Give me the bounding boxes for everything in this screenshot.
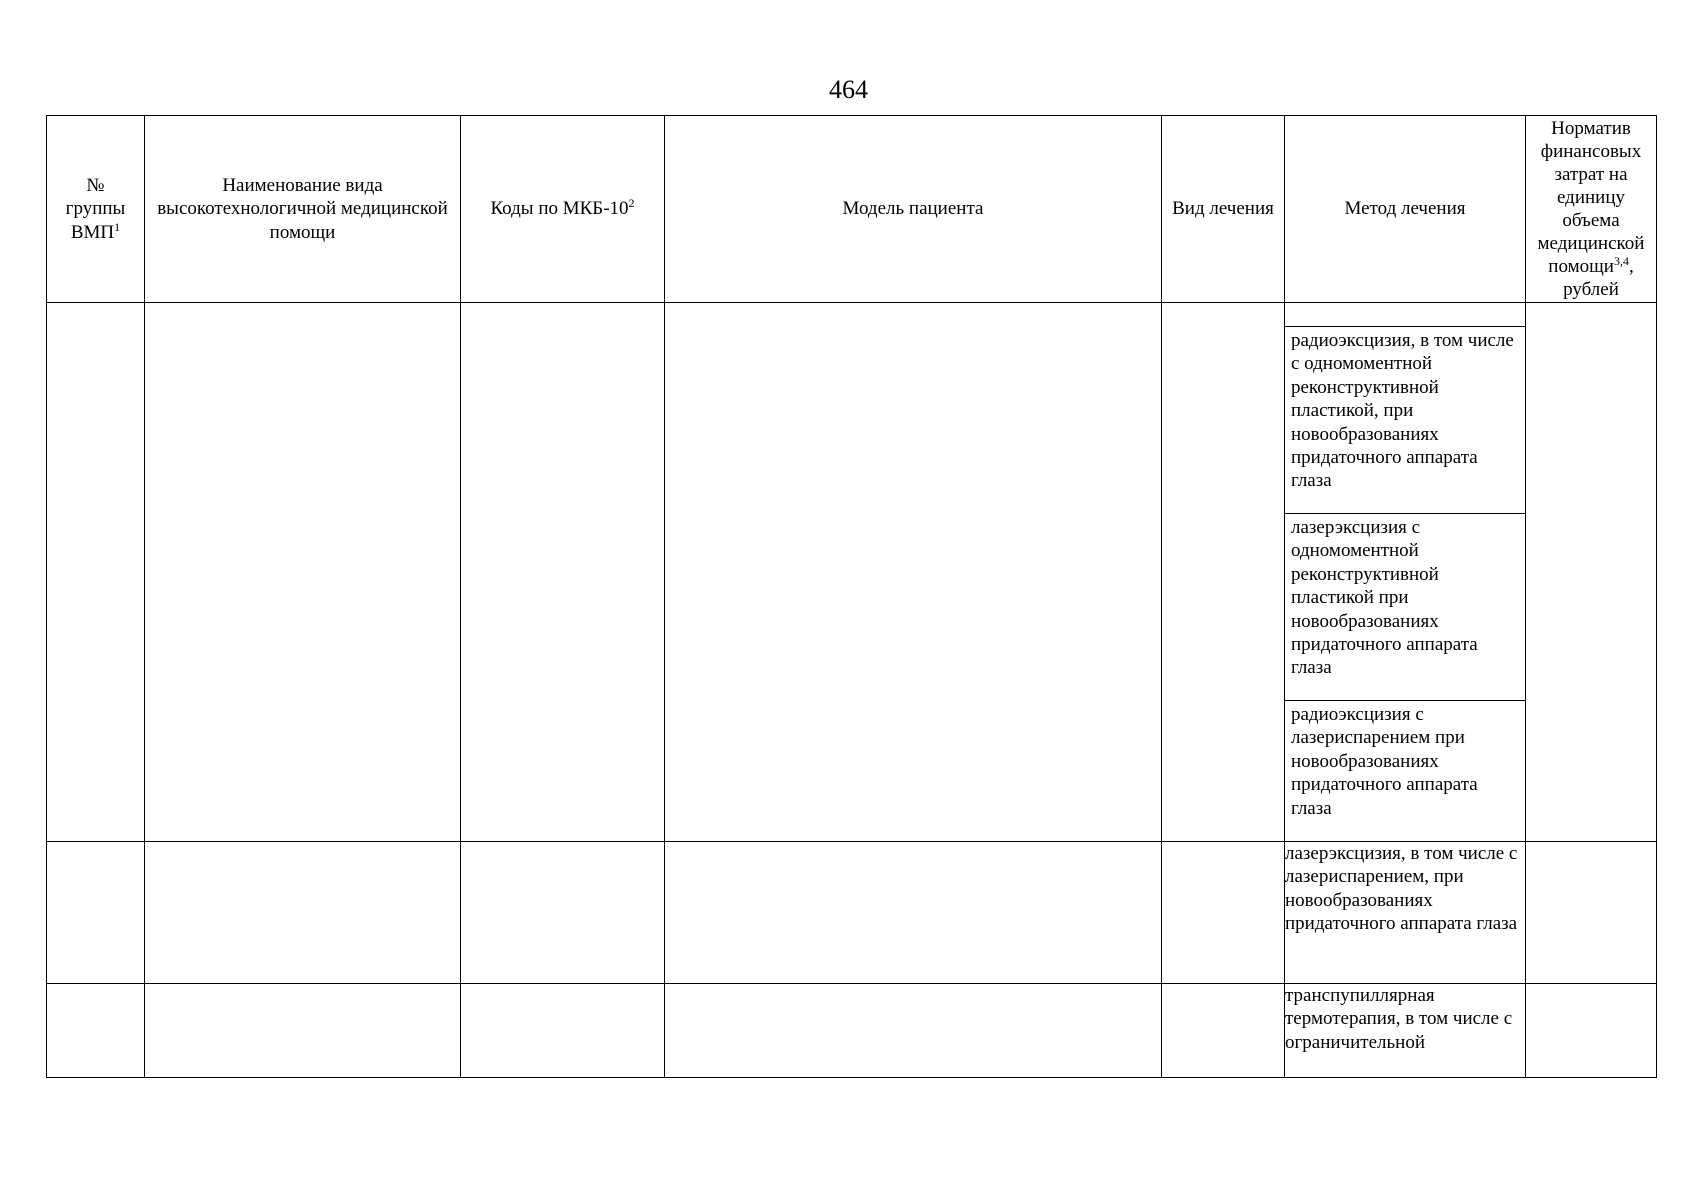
method-item (1285, 303, 1525, 327)
header-model: Модель пациента (665, 116, 1162, 303)
cell-treatment-type (1162, 984, 1285, 1078)
header-name: Наименование вида высокотехнологичной медицинской помощи (145, 116, 461, 303)
cell-treatment-type (1162, 842, 1285, 984)
cell-group-no (47, 303, 145, 842)
cell-codes (461, 303, 665, 842)
cell-codes (461, 842, 665, 984)
table-row (47, 984, 1657, 1078)
cell-name (145, 303, 461, 842)
cell-method: лазерэксцизия, в том числе с лазериспарением, при новообразованиях придаточного аппарата глаза (1285, 842, 1526, 984)
page-number: 464 (829, 75, 868, 104)
cell-norm (1526, 303, 1657, 842)
cell-method (1285, 303, 1526, 842)
table-row (47, 303, 1657, 842)
cell-name (145, 842, 461, 984)
header-codes: Коды по МКБ-$10^2$ (461, 116, 665, 303)
header-norm: Норматив финансовых затрат на единицу объема медицинской помощи$^{3,4}$, рублей (1526, 116, 1657, 303)
cell-name (145, 984, 461, 1078)
cell-model (665, 842, 1162, 984)
header-row (47, 116, 1657, 303)
vmp-table (46, 115, 1657, 1078)
cell-method: транспупиллярная термотерапия, в том числе с ограничительной (1285, 984, 1526, 1078)
header-treatment-type: Вид лечения (1162, 116, 1285, 303)
method-item: радиоэксцизия, в том числе с одномоментной реконструктивной пластикой, при новообразованиях придаточного аппарата глаза (1285, 327, 1525, 514)
header-method: Метод лечения (1285, 116, 1526, 303)
method-item: радиоэксцизия с лазериспарением при новообразованиях придаточного аппарата глаза (1291, 704, 1478, 819)
cell-treatment-type (1162, 303, 1285, 842)
method-item: лазерэксцизия с одномоментной реконструктивной пластикой при новообразованиях придаточного аппарата глаза (1285, 514, 1525, 701)
cell-model (665, 303, 1162, 842)
cell-norm (1526, 842, 1657, 984)
cell-group-no (47, 842, 145, 984)
cell-group-no (47, 984, 145, 1078)
table-row (47, 842, 1657, 984)
cell-codes (461, 984, 665, 1078)
cell-model (665, 984, 1162, 1078)
header-group-no: № группы ВМП$^1$ (47, 116, 145, 303)
cell-norm (1526, 984, 1657, 1078)
